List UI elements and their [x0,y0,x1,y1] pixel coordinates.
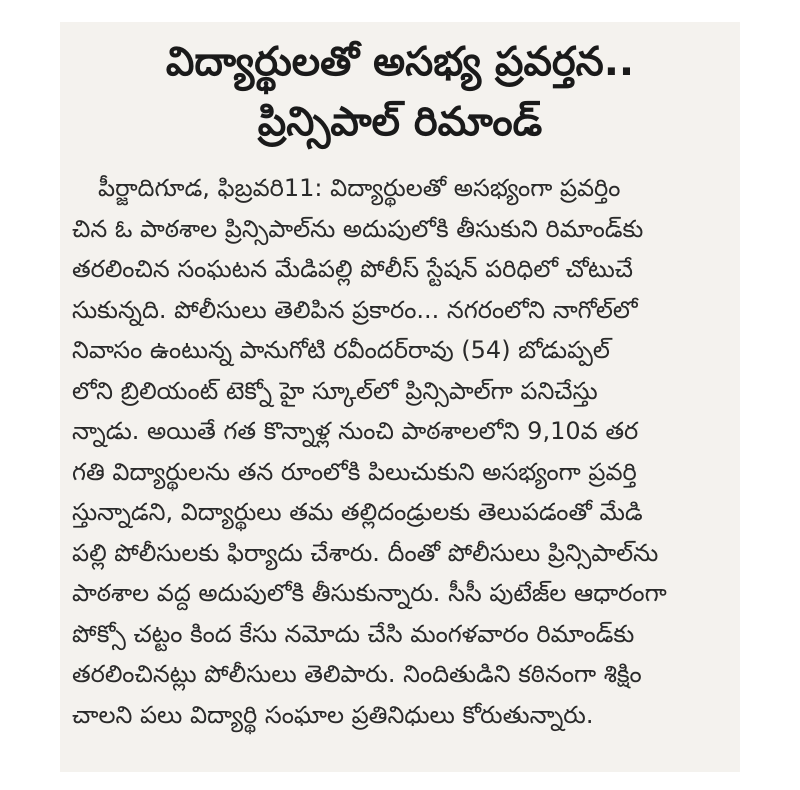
headline-line-2: ప్రిన్సిపాల్ రిమాండ్ [257,99,543,145]
article-line: స్తున్నాడని, విద్యార్థులు తమ తల్లిదండ్రులకు తెలుపడంతో మేడి [72,498,643,526]
article-body [72,168,728,735]
article-line: లోని బ్రిలియంట్ టెక్నో హై స్కూల్‌లో ప్రిన్సిపాల్‌గా పనిచేస్తు [72,376,598,405]
article-line: గతి విద్యార్థులను తన రూంలోకి పిలుచుకుని అసభ్యంగా ప్రవర్తి [72,457,637,486]
article-line: పోక్సో చట్టం కింద కేసు నమోదు చేసి మంగళవారం రిమాండ్‌కు [72,619,635,648]
article-line: తరలించినట్లు పోలీసులు తెలిపారు. నిందితుడిని కఠినంగా శిక్షిం [72,660,642,688]
article-line: పీర్జాదిగూడ, ఫిబ్రవరి11: విద్యార్థులతో అసభ్యంగా ప్రవర్తిం [98,174,621,202]
headline-line-1: విద్యార్థులతో అసభ్య ప్రవర్తన.. [165,39,635,85]
article-line: చిన ఓ పాఠశాల ప్రిన్సిపాల్‌ను అదుపులోకి తీసుకుని రిమాండ్‌కు [72,214,644,243]
article-line: చాలని పలు విద్యార్థి సంఘాల ప్రతినిధులు కోరుతున్నారు. [72,700,594,729]
headline [70,32,730,152]
article-line: సుకున్నది. పోలీసులు తెలిపిన ప్రకారం... నగరంలోని నాగోల్‌లో [72,295,638,324]
article-line: నివాసం ఉంటున్న పానుగోటి రవీందర్‌రావు (54) బోడుప్పల్ [72,336,610,364]
article-line: తరలించిన సంఘటన మేడిపల్లి పోలీస్ స్టేషన్ పరిధిలో చోటుచే [72,255,634,283]
article-line: పాఠశాల వద్ద అదుపులోకి తీసుకున్నారు. సీసీ పుటేజ్‌ల ఆధారంగా [72,579,667,607]
article-line: న్నాడు. అయితే గత కొన్నాళ్ల నుంచి పాఠశాలలోని 9,10వ తర [72,417,639,445]
newspaper-clipping [60,22,740,772]
article-line: పల్లి పోలీసులకు ఫిర్యాదు చేశారు. దీంతో పోలీసులు ప్రిన్సిపాల్‌ను [72,538,659,567]
